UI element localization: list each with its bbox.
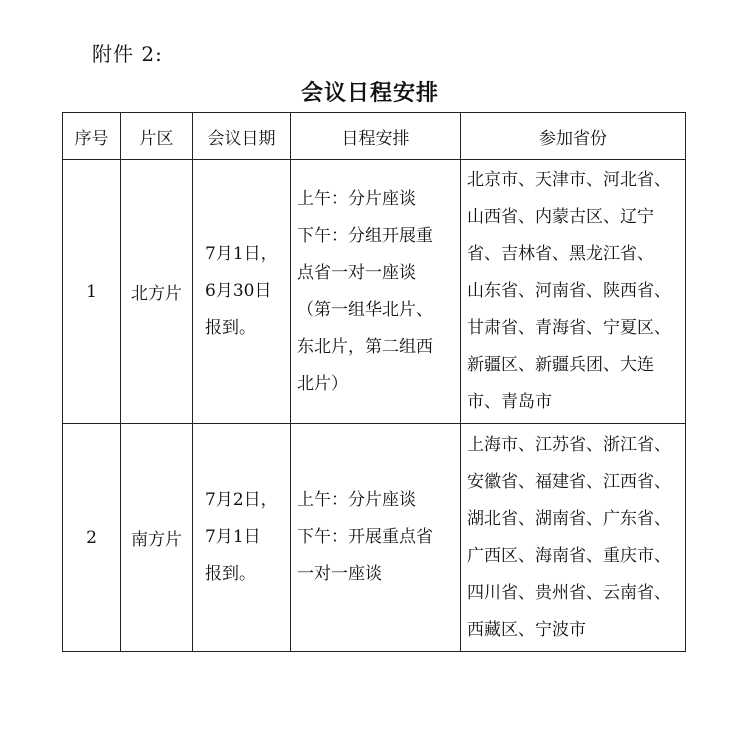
date-line: 6月30日 bbox=[205, 281, 272, 301]
province-line: 上海市、江苏省、浙江省、 bbox=[467, 434, 671, 455]
province-line: 西藏区、宁波市 bbox=[467, 619, 586, 640]
row-no: 2 bbox=[63, 424, 121, 652]
row-schedule bbox=[291, 424, 461, 652]
date-line: 7月1日 bbox=[205, 527, 261, 547]
row-region: 北方片 bbox=[121, 160, 193, 424]
schedule-line: 北片） bbox=[297, 373, 348, 394]
province-line: 北京市、天津市、河北省、 bbox=[467, 170, 671, 190]
row-provinces bbox=[461, 424, 686, 652]
province-line: 山东省、河南省、陕西省、 bbox=[467, 281, 671, 301]
province-line: 省、吉林省、黑龙江省、 bbox=[467, 244, 654, 264]
header-provinces: 参加省份 bbox=[461, 113, 686, 160]
header-region: 片区 bbox=[121, 113, 193, 160]
schedule-line: 上午：分片座谈 bbox=[297, 188, 416, 209]
table-row bbox=[63, 424, 686, 652]
province-line: 安徽省、福建省、江西省、 bbox=[467, 471, 671, 492]
province-line: 山西省、内蒙古区、辽宁 bbox=[467, 207, 654, 227]
schedule-line: 一对一座谈 bbox=[297, 564, 382, 584]
row-no: 1 bbox=[63, 160, 121, 424]
row-date bbox=[193, 424, 291, 652]
province-line: 四川省、贵州省、云南省、 bbox=[467, 582, 671, 603]
header-no: 序号 bbox=[63, 113, 121, 160]
schedule-line: 下午：开展重点省 bbox=[297, 527, 433, 547]
schedule-line: 东北片，第二组西 bbox=[297, 336, 433, 357]
document-title: 会议日程安排 bbox=[300, 81, 439, 106]
date-line: 7月1日， bbox=[205, 244, 278, 264]
schedule-line: （第一组华北片、 bbox=[297, 299, 433, 320]
table-header-row bbox=[63, 113, 686, 160]
date-line: 报到。 bbox=[205, 318, 256, 338]
attachment-label: 附件 2: bbox=[92, 42, 163, 66]
table-row bbox=[63, 160, 686, 424]
schedule-line: 点省一对一座谈 bbox=[297, 262, 416, 283]
schedule-line: 上午：分片座谈 bbox=[297, 490, 416, 510]
province-line: 广西区、海南省、重庆市、 bbox=[467, 545, 671, 566]
date-line: 报到。 bbox=[205, 564, 256, 584]
schedule-table bbox=[62, 112, 686, 652]
schedule-line: 下午：分组开展重 bbox=[297, 225, 433, 246]
province-line: 新疆区、新疆兵团、大连 bbox=[467, 355, 654, 375]
header-date: 会议日期 bbox=[193, 113, 291, 160]
province-line: 市、青岛市 bbox=[467, 392, 552, 412]
row-date bbox=[193, 160, 291, 424]
province-line: 甘肃省、青海省、宁夏区、 bbox=[467, 318, 671, 338]
row-region: 南方片 bbox=[121, 424, 193, 652]
province-line: 湖北省、湖南省、广东省、 bbox=[467, 508, 671, 529]
row-provinces bbox=[461, 160, 686, 424]
date-line: 7月2日， bbox=[205, 490, 278, 510]
row-schedule bbox=[291, 160, 461, 424]
header-schedule: 日程安排 bbox=[291, 113, 461, 160]
